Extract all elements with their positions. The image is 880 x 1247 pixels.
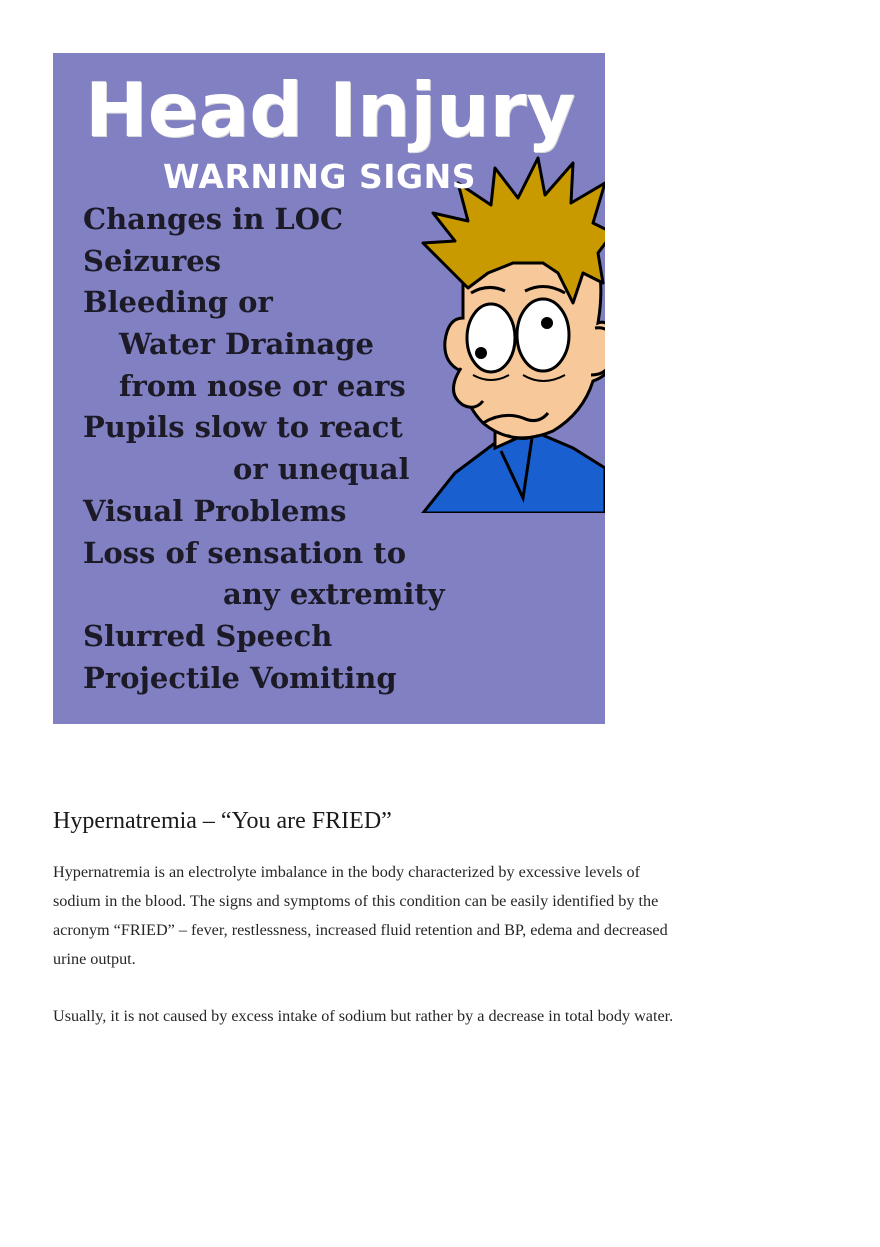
warning-sign-line: or unequal — [233, 452, 410, 487]
poster-subtitle: WARNING SIGNS — [163, 157, 476, 196]
section-heading: Hypernatremia – “You are FRIED” — [53, 808, 392, 834]
warning-sign-line: Bleeding or — [83, 285, 273, 320]
warning-sign-line: Slurred Speech — [83, 618, 333, 653]
warning-sign-line: Visual Problems — [83, 493, 347, 528]
body-paragraph: Usually, it is not caused by excess intake of sodium but rather by a decrease in total body water. — [53, 1007, 674, 1025]
warning-sign-line: Changes in LOC — [83, 202, 344, 236]
head-injury-poster — [53, 53, 605, 724]
body-paragraph: Hypernatremia is an electrolyte imbalance in the body characterized by excessive levels of sodium in the blood. The signs and symptoms of this condition can be easily identified by the acronym “FRIED” – fever, restlessness, increased fluid retention and BP, edema and decreased urine output. — [53, 863, 668, 968]
warning-sign-line: any extremity — [223, 577, 445, 612]
warning-sign-line: Water Drainage — [119, 327, 374, 362]
warning-sign-line: Pupils slow to react — [83, 410, 403, 445]
poster-title: Head Injury — [85, 66, 576, 154]
warning-sign-line: Seizures — [83, 243, 222, 278]
warning-sign-line: from nose or ears — [119, 368, 406, 403]
warning-signs-list — [83, 199, 445, 699]
warning-sign-line: Projectile Vomiting — [83, 660, 397, 695]
warning-sign-line: Loss of sensation to — [83, 535, 407, 570]
